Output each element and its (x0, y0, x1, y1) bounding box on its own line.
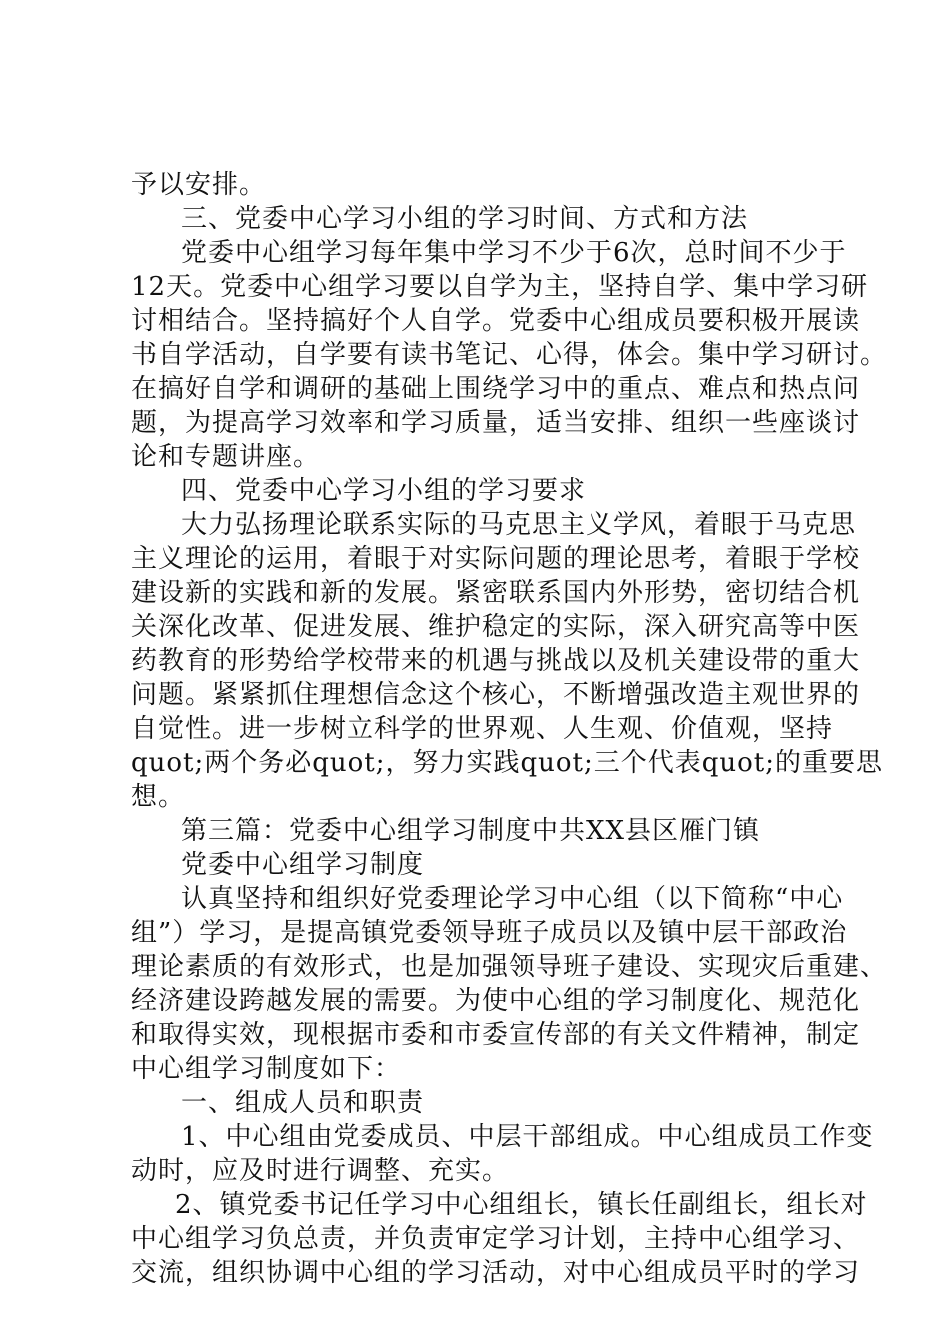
text-line: 组”）学习，是提高镇党委领导班子成员以及镇中层干部政治 (131, 918, 848, 948)
text-line: 问题。紧紧抓住理想信念这个核心，不断增强改造主观世界的 (131, 680, 861, 710)
text-line: 书自学活动，自学要有读书笔记、心得，体会。集中学习研讨。 (131, 340, 888, 370)
section-heading: 一、组成人员和职责 (181, 1088, 425, 1118)
text-line: 关深化改革、促进发展、维护稳定的实际，深入研究高等中医 (131, 612, 861, 642)
text-line: 12天。党委中心组学习要以自学为主，坚持自学、集中学习研 (131, 272, 869, 302)
text-line: 建设新的实践和新的发展。紧密联系国内外形势，密切结合机 (131, 578, 861, 608)
text-line: 理论素质的有效形式，也是加强领导班子建设、实现灾后重建、 (131, 952, 888, 982)
text-line: 药教育的形势给学校带来的机遇与挑战以及机关建设带的重大 (131, 646, 861, 676)
chapter-heading: 第三篇：党委中心组学习制度中共XX县区雁门镇 (181, 816, 761, 846)
text-line: 党委中心组学习每年集中学习不少于6次，总时间不少于 (181, 238, 847, 268)
text-line: 动时，应及时进行调整、充实。 (131, 1156, 510, 1186)
text-line: 题，为提高学习效率和学习质量，适当安排、组织一些座谈讨 (131, 408, 861, 438)
text-line: 中心组学习制度如下： (131, 1054, 402, 1084)
section-heading: 三、党委中心学习小组的学习时间、方式和方法 (181, 204, 749, 234)
text-line: 认真坚持和组织好党委理论学习中心组（以下简称“中心 (181, 884, 844, 914)
text-line: 交流，组织协调中心组的学习活动，对中心组成员平时的学习 (131, 1258, 861, 1288)
text-line: 和取得实效，现根据市委和市委宣传部的有关文件精神，制定 (131, 1020, 861, 1050)
section-heading: 四、党委中心学习小组的学习要求 (181, 476, 587, 506)
document-body (131, 168, 888, 1290)
text-line: 讨相结合。坚持搞好个人自学。党委中心组成员要积极开展读 (131, 306, 861, 336)
text-line: 大力弘扬理论联系实际的马克思主义学风，着眼于马克思 (181, 510, 857, 540)
chapter-subtitle: 党委中心组学习制度 (181, 850, 425, 880)
text-line: 论和专题讲座。 (131, 442, 321, 472)
text-line: 自觉性。进一步树立科学的世界观、人生观、价值观，坚持 (131, 714, 834, 744)
text-line: 2、镇党委书记任学习中心组组长，镇长任副组长，组长对 (175, 1190, 868, 1220)
text-line: quot;两个务必quot;，努力实践quot;三个代表quot;的重要思 (131, 748, 884, 778)
text-line: 中心组学习负总责，并负责审定学习计划，主持中心组学习、 (131, 1224, 861, 1254)
text-line: 主义理论的运用，着眼于对实际问题的理论思考，着眼于学校 (131, 544, 861, 574)
text-line: 经济建设跨越发展的需要。为使中心组的学习制度化、规范化 (131, 986, 861, 1016)
text-line: 1、中心组由党委成员、中层干部组成。中心组成员工作变 (181, 1122, 874, 1152)
text-line: 在搞好自学和调研的基础上围绕学习中的重点、难点和热点问 (131, 374, 861, 404)
text-line: 想。 (131, 782, 186, 812)
text-line: 予以安排。 (131, 170, 267, 200)
